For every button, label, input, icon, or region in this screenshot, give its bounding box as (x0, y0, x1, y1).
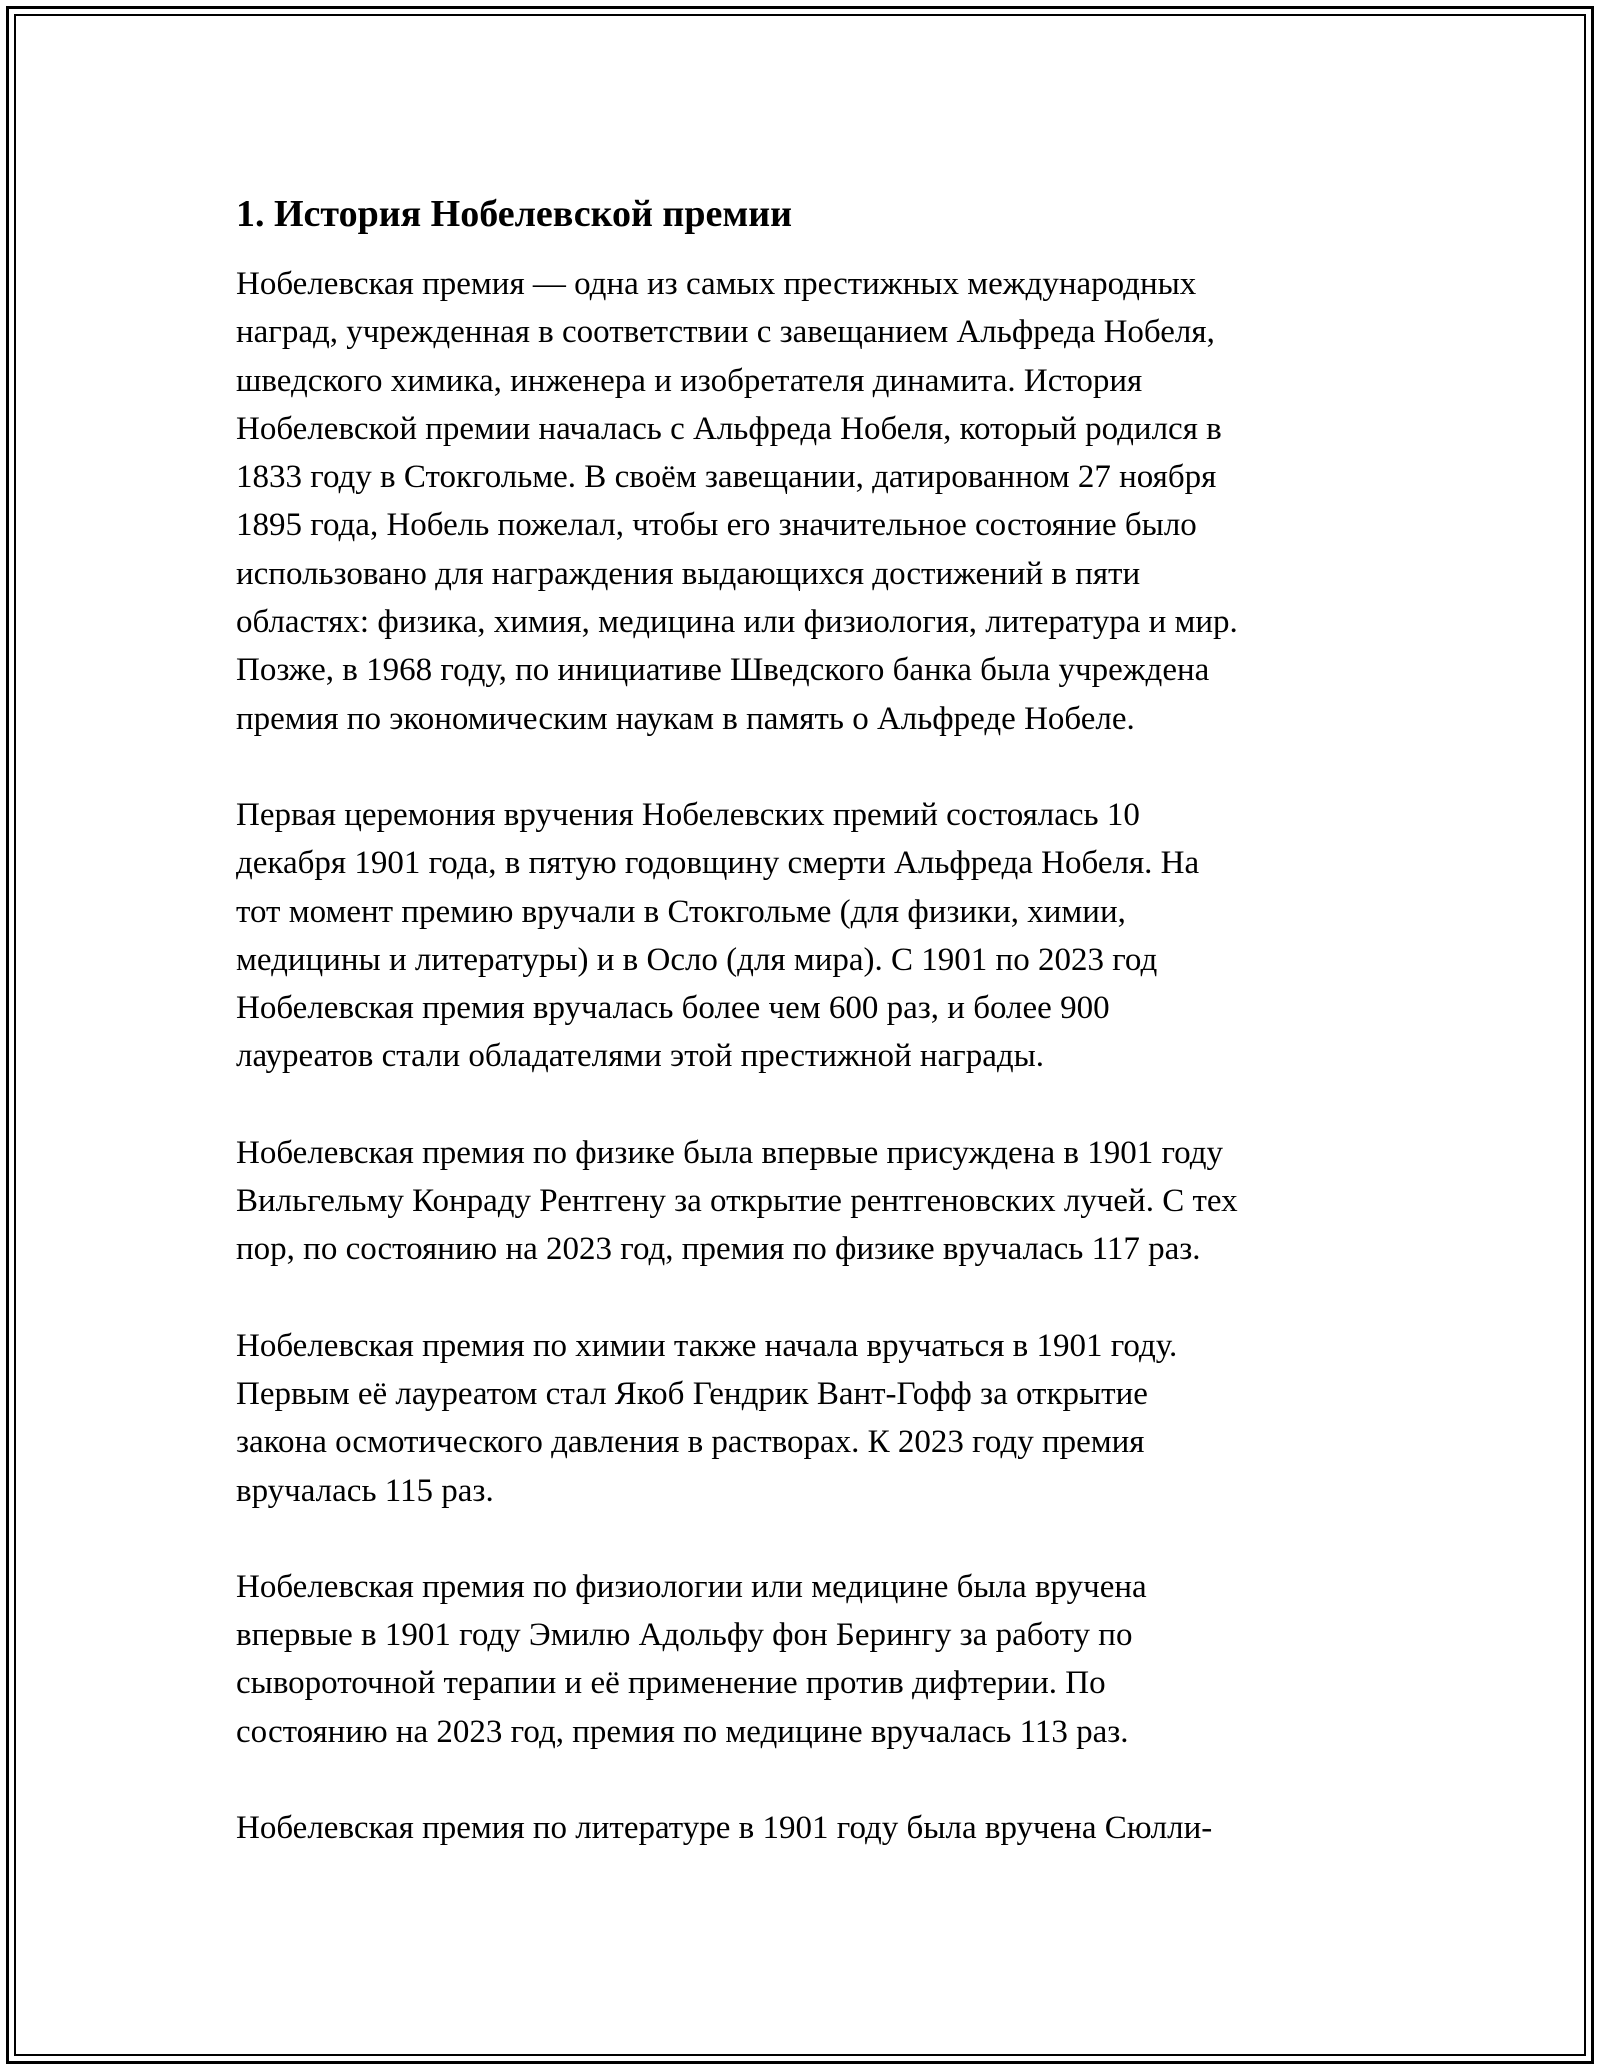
text-line: лауреатов стали обладателями этой престижной награды. (236, 1038, 1045, 1075)
text-line: областях: физика, химия, медицина или физиология, литература и мир. (236, 604, 1238, 641)
text-line: Нобелевская премия — одна из самых престижных международных (236, 266, 1197, 302)
text-line: медицины и литературы) и в Осло (для мира). С 1901 по 2023 год (236, 941, 1158, 978)
paragraph-chemistry (236, 1322, 1376, 1515)
text-line: состоянию на 2023 год, премия по медицине вручалась 113 раз. (236, 1713, 1129, 1750)
text-line: тот момент премию вручали в Стокгольме (для физики, химии, (236, 893, 1126, 930)
paragraph-medicine (236, 1563, 1376, 1756)
text-line: 1833 году в Стокгольме. В своём завещании, датированном 27 ноября (236, 459, 1217, 496)
text-line: сывороточной терапии и её применение против дифтерии. По (236, 1665, 1106, 1702)
text-line: декабря 1901 года, в пятую годовщину смерти Альфреда Нобеля. На (236, 845, 1200, 882)
text-line: закона осмотического давления в растворах. К 2023 году премия (236, 1424, 1145, 1461)
text-line: 1895 года, Нобель пожелал, чтобы его значительное состояние было (236, 507, 1197, 544)
paragraph-literature (236, 1804, 1376, 1852)
document-body (236, 186, 1376, 1900)
text-line: Вильгельму Конраду Рентгену за открытие рентгеновских лучей. С тех (236, 1183, 1238, 1220)
text-line: Нобелевская премия вручалась более чем 600 раз, и более 900 (236, 990, 1110, 1027)
text-line: впервые в 1901 году Эмилю Адольфу фон Берингу за работу по (236, 1617, 1133, 1654)
text-line: шведского химика, инженера и изобретателя динамита. История (236, 362, 1143, 399)
text-line: Нобелевской премии началась с Альфреда Нобеля, который родился в (236, 410, 1222, 447)
text-line: премия по экономическим наукам в память о Альфреде Нобеле. (236, 700, 1135, 737)
text-line: использовано для награждения выдающихся достижений в пяти (236, 555, 1141, 592)
text-line: наград, учрежденная в соответствии с завещанием Альфреда Нобеля, (236, 314, 1215, 351)
paragraph-physics (236, 1129, 1376, 1274)
paragraph-history (236, 260, 1376, 743)
text-line: Первая церемония вручения Нобелевских премий состоялась 10 (236, 796, 1140, 833)
text-line: Нобелевская премия по физике была впервые присуждена в 1901 году (236, 1134, 1224, 1171)
text-line: вручалась 115 раз. (236, 1472, 494, 1509)
text-line: Позже, в 1968 году, по инициативе Шведского банка была учреждена (236, 652, 1210, 689)
text-line: пор, по состоянию на 2023 год, премия по физике вручалась 117 раз. (236, 1231, 1201, 1268)
section-heading: 1. История Нобелевской премии (236, 193, 792, 235)
text-line: Нобелевская премия по литературе в 1901 году была вручена Сюлли- (236, 1810, 1213, 1847)
paragraph-first-ceremony (236, 791, 1376, 1081)
text-line: Нобелевская премия по химии также начала вручаться в 1901 году. (236, 1327, 1178, 1364)
text-line: Нобелевская премия по физиологии или медицине была вручена (236, 1568, 1147, 1605)
text-line: Первым её лауреатом стал Якоб Гендрик Вант-Гофф за открытие (236, 1375, 1148, 1412)
